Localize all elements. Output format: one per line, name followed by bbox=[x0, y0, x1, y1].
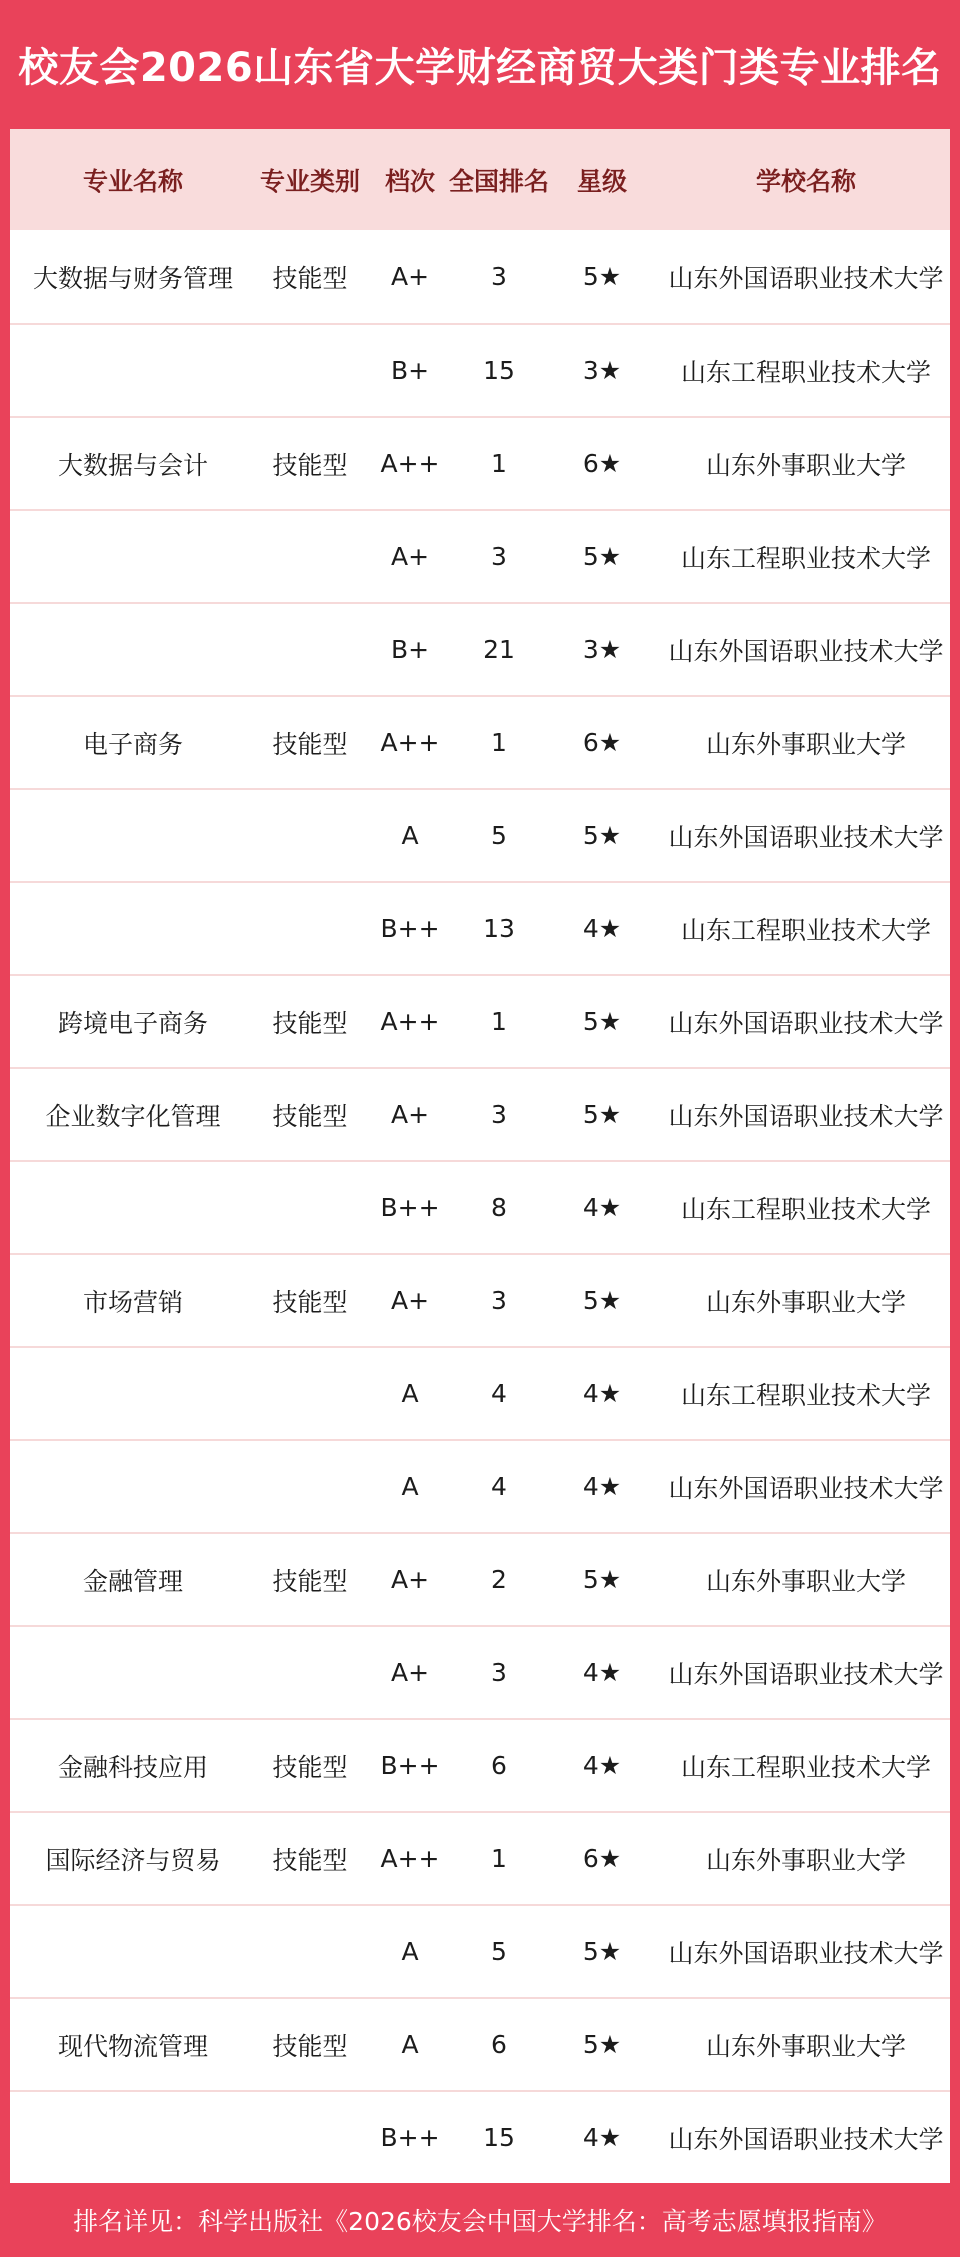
grade-cell: A+ bbox=[390, 1658, 430, 1687]
major-name-cell bbox=[10, 790, 256, 881]
school-name-cell: 山东外国语职业技术大学 bbox=[668, 822, 944, 852]
national-rank-cell: 13 bbox=[483, 914, 515, 943]
major-name-cell: 企业数字化管理 bbox=[45, 1101, 221, 1131]
column-header-school-name: 学校名称 bbox=[755, 166, 856, 196]
major-category-cell: 技能型 bbox=[272, 1845, 348, 1875]
table-row bbox=[10, 1253, 950, 1346]
grade-cell: A+ bbox=[390, 262, 430, 291]
column-header-star-rating: 星级 bbox=[576, 166, 627, 196]
grade-cell: A bbox=[401, 1937, 419, 1966]
major-category-cell: 技能型 bbox=[272, 2031, 348, 2061]
national-rank-cell: 15 bbox=[483, 2123, 515, 2152]
national-rank-cell: 1 bbox=[491, 1007, 507, 1036]
table-row bbox=[10, 1160, 950, 1253]
table-row bbox=[10, 881, 950, 974]
table-row bbox=[10, 602, 950, 695]
national-rank-cell: 2 bbox=[491, 1565, 507, 1594]
major-name-cell bbox=[10, 511, 256, 602]
grade-cell: A++ bbox=[380, 1007, 440, 1036]
major-name-cell bbox=[10, 604, 256, 695]
column-header-major-category: 专业类别 bbox=[259, 166, 360, 196]
table-row bbox=[10, 1346, 950, 1439]
table-row bbox=[10, 1997, 950, 2090]
major-name-cell bbox=[10, 1348, 256, 1439]
national-rank-cell: 8 bbox=[491, 1193, 507, 1222]
star-rating-cell: 5★ bbox=[582, 821, 622, 850]
grade-cell: A+ bbox=[390, 1100, 430, 1129]
grade-cell: B+ bbox=[390, 356, 430, 385]
school-name-cell: 山东工程职业技术大学 bbox=[680, 915, 931, 945]
star-rating-cell: 5★ bbox=[582, 1286, 622, 1315]
school-name-cell: 山东工程职业技术大学 bbox=[680, 543, 931, 573]
school-name-cell: 山东外国语职业技术大学 bbox=[668, 1101, 944, 1131]
major-name-cell bbox=[10, 1441, 256, 1532]
table-header-row bbox=[10, 129, 950, 230]
table-row bbox=[10, 1625, 950, 1718]
national-rank-cell: 1 bbox=[491, 728, 507, 757]
column-header-national-rank: 全国排名 bbox=[449, 166, 550, 196]
national-rank-cell: 4 bbox=[491, 1379, 507, 1408]
table-row bbox=[10, 509, 950, 602]
major-category-cell bbox=[256, 604, 364, 695]
table-row bbox=[10, 1532, 950, 1625]
school-name-cell: 山东工程职业技术大学 bbox=[680, 1752, 931, 1782]
major-name-cell: 电子商务 bbox=[82, 729, 183, 759]
star-rating-cell: 3★ bbox=[582, 356, 622, 385]
school-name-cell: 山东工程职业技术大学 bbox=[680, 1380, 931, 1410]
national-rank-cell: 3 bbox=[491, 542, 507, 571]
table-body bbox=[10, 230, 950, 2183]
major-category-cell bbox=[256, 1348, 364, 1439]
table-row bbox=[10, 1439, 950, 1532]
major-category-cell bbox=[256, 790, 364, 881]
grade-cell: B++ bbox=[380, 914, 440, 943]
star-rating-cell: 5★ bbox=[582, 262, 622, 291]
major-category-cell: 技能型 bbox=[272, 1566, 348, 1596]
major-category-cell bbox=[256, 1627, 364, 1718]
grade-cell: A bbox=[401, 1379, 419, 1408]
major-category-cell bbox=[256, 511, 364, 602]
major-category-cell bbox=[256, 1162, 364, 1253]
table-row bbox=[10, 1811, 950, 1904]
grade-cell: A bbox=[401, 2030, 419, 2059]
major-category-cell: 技能型 bbox=[272, 263, 348, 293]
star-rating-cell: 4★ bbox=[582, 914, 622, 943]
table-row bbox=[10, 2090, 950, 2183]
grade-cell: A++ bbox=[380, 728, 440, 757]
national-rank-cell: 5 bbox=[491, 821, 507, 850]
column-header-grade: 档次 bbox=[384, 166, 435, 196]
national-rank-cell: 3 bbox=[491, 262, 507, 291]
star-rating-cell: 4★ bbox=[582, 1472, 622, 1501]
grade-cell: A bbox=[401, 1472, 419, 1501]
table-row bbox=[10, 323, 950, 416]
star-rating-cell: 6★ bbox=[582, 1844, 622, 1873]
star-rating-cell: 4★ bbox=[582, 1751, 622, 1780]
table-row bbox=[10, 1718, 950, 1811]
major-name-cell: 大数据与财务管理 bbox=[32, 263, 233, 293]
star-rating-cell: 4★ bbox=[582, 2123, 622, 2152]
national-rank-cell: 3 bbox=[491, 1100, 507, 1129]
school-name-cell: 山东外国语职业技术大学 bbox=[668, 1659, 944, 1689]
school-name-cell: 山东外事职业大学 bbox=[705, 1566, 906, 1596]
school-name-cell: 山东外事职业大学 bbox=[705, 729, 906, 759]
major-name-cell bbox=[10, 325, 256, 416]
major-name-cell bbox=[10, 1906, 256, 1997]
national-rank-cell: 15 bbox=[483, 356, 515, 385]
grade-cell: A+ bbox=[390, 542, 430, 571]
major-name-cell bbox=[10, 1627, 256, 1718]
school-name-cell: 山东外国语职业技术大学 bbox=[668, 1938, 944, 1968]
school-name-cell: 山东外国语职业技术大学 bbox=[668, 1008, 944, 1038]
major-category-cell: 技能型 bbox=[272, 1752, 348, 1782]
major-name-cell: 金融管理 bbox=[82, 1566, 183, 1596]
major-category-cell bbox=[256, 325, 364, 416]
star-rating-cell: 5★ bbox=[582, 542, 622, 571]
star-rating-cell: 4★ bbox=[582, 1658, 622, 1687]
school-name-cell: 山东工程职业技术大学 bbox=[680, 1194, 931, 1224]
national-rank-cell: 6 bbox=[491, 1751, 507, 1780]
star-rating-cell: 6★ bbox=[582, 449, 622, 478]
table-row bbox=[10, 1067, 950, 1160]
major-category-cell: 技能型 bbox=[272, 1287, 348, 1317]
table-row bbox=[10, 1904, 950, 1997]
national-rank-cell: 3 bbox=[491, 1658, 507, 1687]
grade-cell: A+ bbox=[390, 1286, 430, 1315]
footer-note: 排名详见：科学出版社《2026校友会中国大学排名：高考志愿填报指南》 bbox=[73, 2207, 887, 2236]
major-category-cell bbox=[256, 883, 364, 974]
major-name-cell: 大数据与会计 bbox=[57, 450, 208, 480]
school-name-cell: 山东外事职业大学 bbox=[705, 450, 906, 480]
school-name-cell: 山东外事职业大学 bbox=[705, 1845, 906, 1875]
star-rating-cell: 5★ bbox=[582, 1007, 622, 1036]
column-header-major-name: 专业名称 bbox=[82, 166, 183, 196]
school-name-cell: 山东外国语职业技术大学 bbox=[668, 2124, 944, 2154]
ranking-table bbox=[10, 129, 950, 2183]
star-rating-cell: 6★ bbox=[582, 728, 622, 757]
table-row bbox=[10, 974, 950, 1067]
star-rating-cell: 5★ bbox=[582, 1937, 622, 1966]
grade-cell: A+ bbox=[390, 1565, 430, 1594]
major-category-cell: 技能型 bbox=[272, 450, 348, 480]
grade-cell: B++ bbox=[380, 1751, 440, 1780]
major-name-cell: 跨境电子商务 bbox=[57, 1008, 208, 1038]
grade-cell: A++ bbox=[380, 449, 440, 478]
school-name-cell: 山东工程职业技术大学 bbox=[680, 357, 931, 387]
major-category-cell: 技能型 bbox=[272, 1101, 348, 1131]
major-category-cell: 技能型 bbox=[272, 729, 348, 759]
school-name-cell: 山东外国语职业技术大学 bbox=[668, 263, 944, 293]
major-name-cell: 市场营销 bbox=[82, 1287, 183, 1317]
national-rank-cell: 1 bbox=[491, 1844, 507, 1873]
major-name-cell: 国际经济与贸易 bbox=[45, 1845, 221, 1875]
major-category-cell bbox=[256, 1906, 364, 1997]
major-category-cell bbox=[256, 1441, 364, 1532]
grade-cell: B+ bbox=[390, 635, 430, 664]
grade-cell: A++ bbox=[380, 1844, 440, 1873]
star-rating-cell: 4★ bbox=[582, 1379, 622, 1408]
school-name-cell: 山东外国语职业技术大学 bbox=[668, 636, 944, 666]
national-rank-cell: 6 bbox=[491, 2030, 507, 2059]
major-name-cell: 现代物流管理 bbox=[57, 2031, 208, 2061]
major-name-cell bbox=[10, 2092, 256, 2183]
star-rating-cell: 5★ bbox=[582, 1100, 622, 1129]
grade-cell: A bbox=[401, 821, 419, 850]
grade-cell: B++ bbox=[380, 2123, 440, 2152]
page-title: 校友会2026山东省大学财经商贸大类门类专业排名 bbox=[18, 45, 942, 91]
major-category-cell: 技能型 bbox=[272, 1008, 348, 1038]
national-rank-cell: 5 bbox=[491, 1937, 507, 1966]
table-row bbox=[10, 788, 950, 881]
national-rank-cell: 21 bbox=[483, 635, 515, 664]
star-rating-cell: 3★ bbox=[582, 635, 622, 664]
national-rank-cell: 1 bbox=[491, 449, 507, 478]
table-row bbox=[10, 230, 950, 323]
major-category-cell bbox=[256, 2092, 364, 2183]
national-rank-cell: 3 bbox=[491, 1286, 507, 1315]
school-name-cell: 山东外国语职业技术大学 bbox=[668, 1473, 944, 1503]
major-name-cell: 金融科技应用 bbox=[57, 1752, 208, 1782]
school-name-cell: 山东外事职业大学 bbox=[705, 1287, 906, 1317]
national-rank-cell: 4 bbox=[491, 1472, 507, 1501]
star-rating-cell: 5★ bbox=[582, 1565, 622, 1594]
star-rating-cell: 4★ bbox=[582, 1193, 622, 1222]
major-name-cell bbox=[10, 1162, 256, 1253]
grade-cell: B++ bbox=[380, 1193, 440, 1222]
table-row bbox=[10, 695, 950, 788]
major-name-cell bbox=[10, 883, 256, 974]
table-row bbox=[10, 416, 950, 509]
star-rating-cell: 5★ bbox=[582, 2030, 622, 2059]
school-name-cell: 山东外事职业大学 bbox=[705, 2031, 906, 2061]
